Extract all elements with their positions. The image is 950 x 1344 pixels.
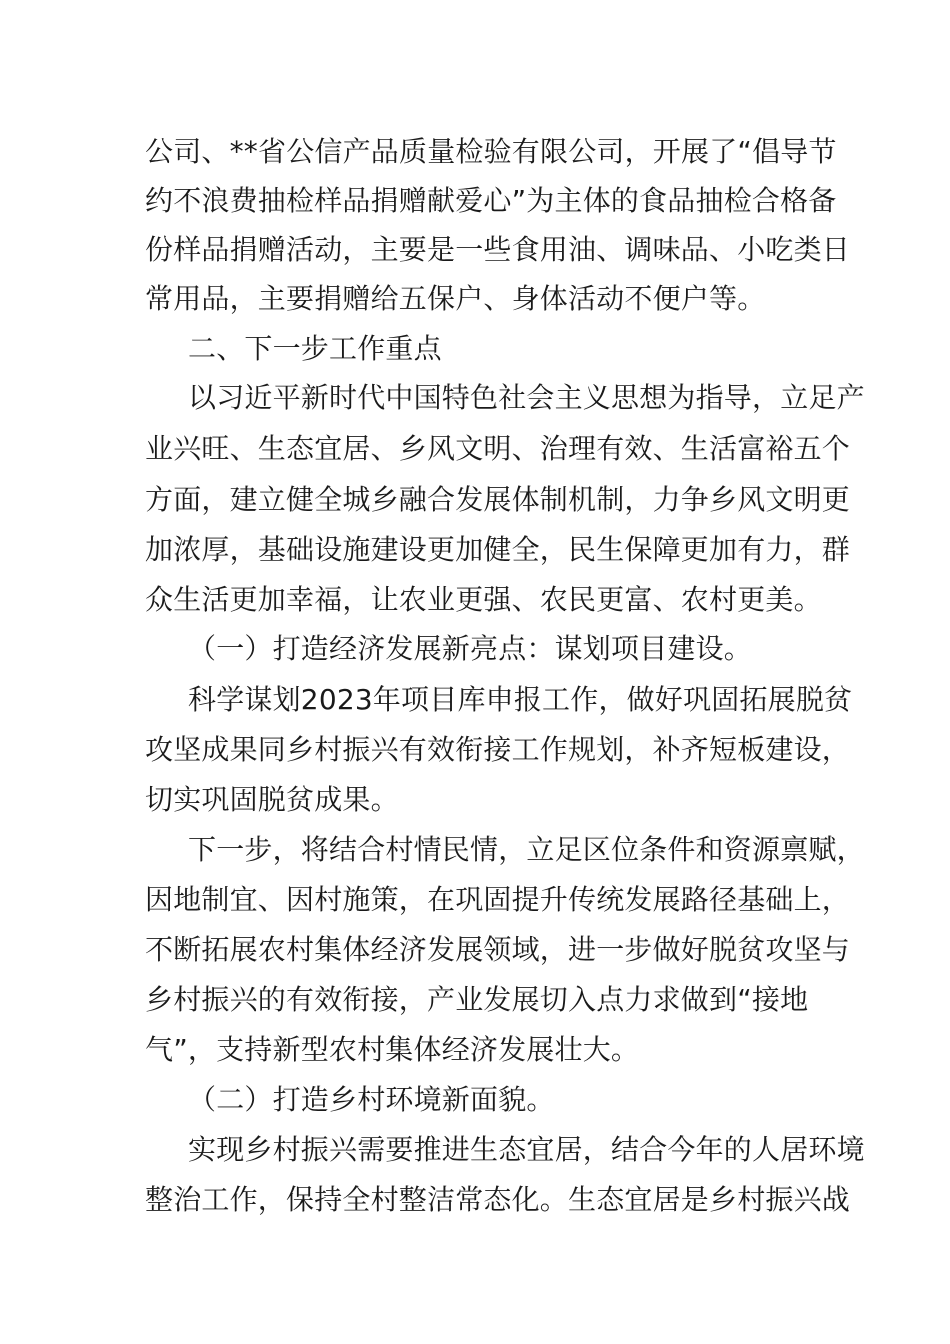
text-line-2: 约不浪费抽检样品捐赠献爱心”为主体的食品抽检合格备	[145, 184, 837, 217]
text-line-21: 实现乡村振兴需要推进生态宜居，结合今年的人居环境	[188, 1133, 865, 1166]
text-line-19: 气”，支持新型农村集体经济发展壮大。	[145, 1033, 640, 1066]
subsection-heading-2: （二）打造乡村环境新面貌。	[188, 1083, 555, 1116]
text-line-14: 切实巩固脱贫成果。	[145, 783, 399, 816]
text-line-9: 加浓厚，基础设施建设更加健全，民生保障更加有力，群	[145, 533, 851, 566]
text-line-18: 乡村振兴的有效衔接，产业发展切入点力求做到“接地	[145, 983, 809, 1016]
text-line-15: 下一步，将结合村情民情，立足区位条件和资源禀赋，	[188, 833, 865, 866]
text-line-10: 众生活更加幸福，让农业更强、农民更富、农村更美。	[145, 583, 822, 616]
section-heading-2: 二、下一步工作重点	[188, 332, 442, 365]
text-line-1: 公司、**省公信产品质量检验有限公司，开展了“倡导节	[145, 135, 837, 168]
text-line-12: 科学谋划2023年项目库申报工作，做好巩固拓展脱贫	[188, 683, 853, 716]
text-line-16: 因地制宜、因村施策，在巩固提升传统发展路径基础上，	[145, 883, 851, 916]
text-line-3: 份样品捐赠活动，主要是一些食用油、调味品、小吃类日	[145, 233, 851, 266]
text-line-7: 业兴旺、生态宜居、乡风文明、治理有效、生活富裕五个	[145, 432, 851, 465]
text-line-8: 方面，建立健全城乡融合发展体制机制，力争乡风文明更	[145, 483, 851, 516]
text-line-17: 不断拓展农村集体经济发展领域，进一步做好脱贫攻坚与	[145, 933, 851, 966]
text-line-6: 以习近平新时代中国特色社会主义思想为指导，立足产	[188, 381, 865, 414]
text-line-13: 攻坚成果同乡村振兴有效衔接工作规划，补齐短板建设，	[145, 733, 851, 766]
text-line-22: 整治工作，保持全村整洁常态化。生态宜居是乡村振兴战	[145, 1183, 851, 1216]
text-line-4: 常用品，主要捐赠给五保户、身体活动不便户等。	[145, 282, 766, 315]
subsection-heading-1: （一）打造经济发展新亮点：谋划项目建设。	[188, 632, 753, 665]
